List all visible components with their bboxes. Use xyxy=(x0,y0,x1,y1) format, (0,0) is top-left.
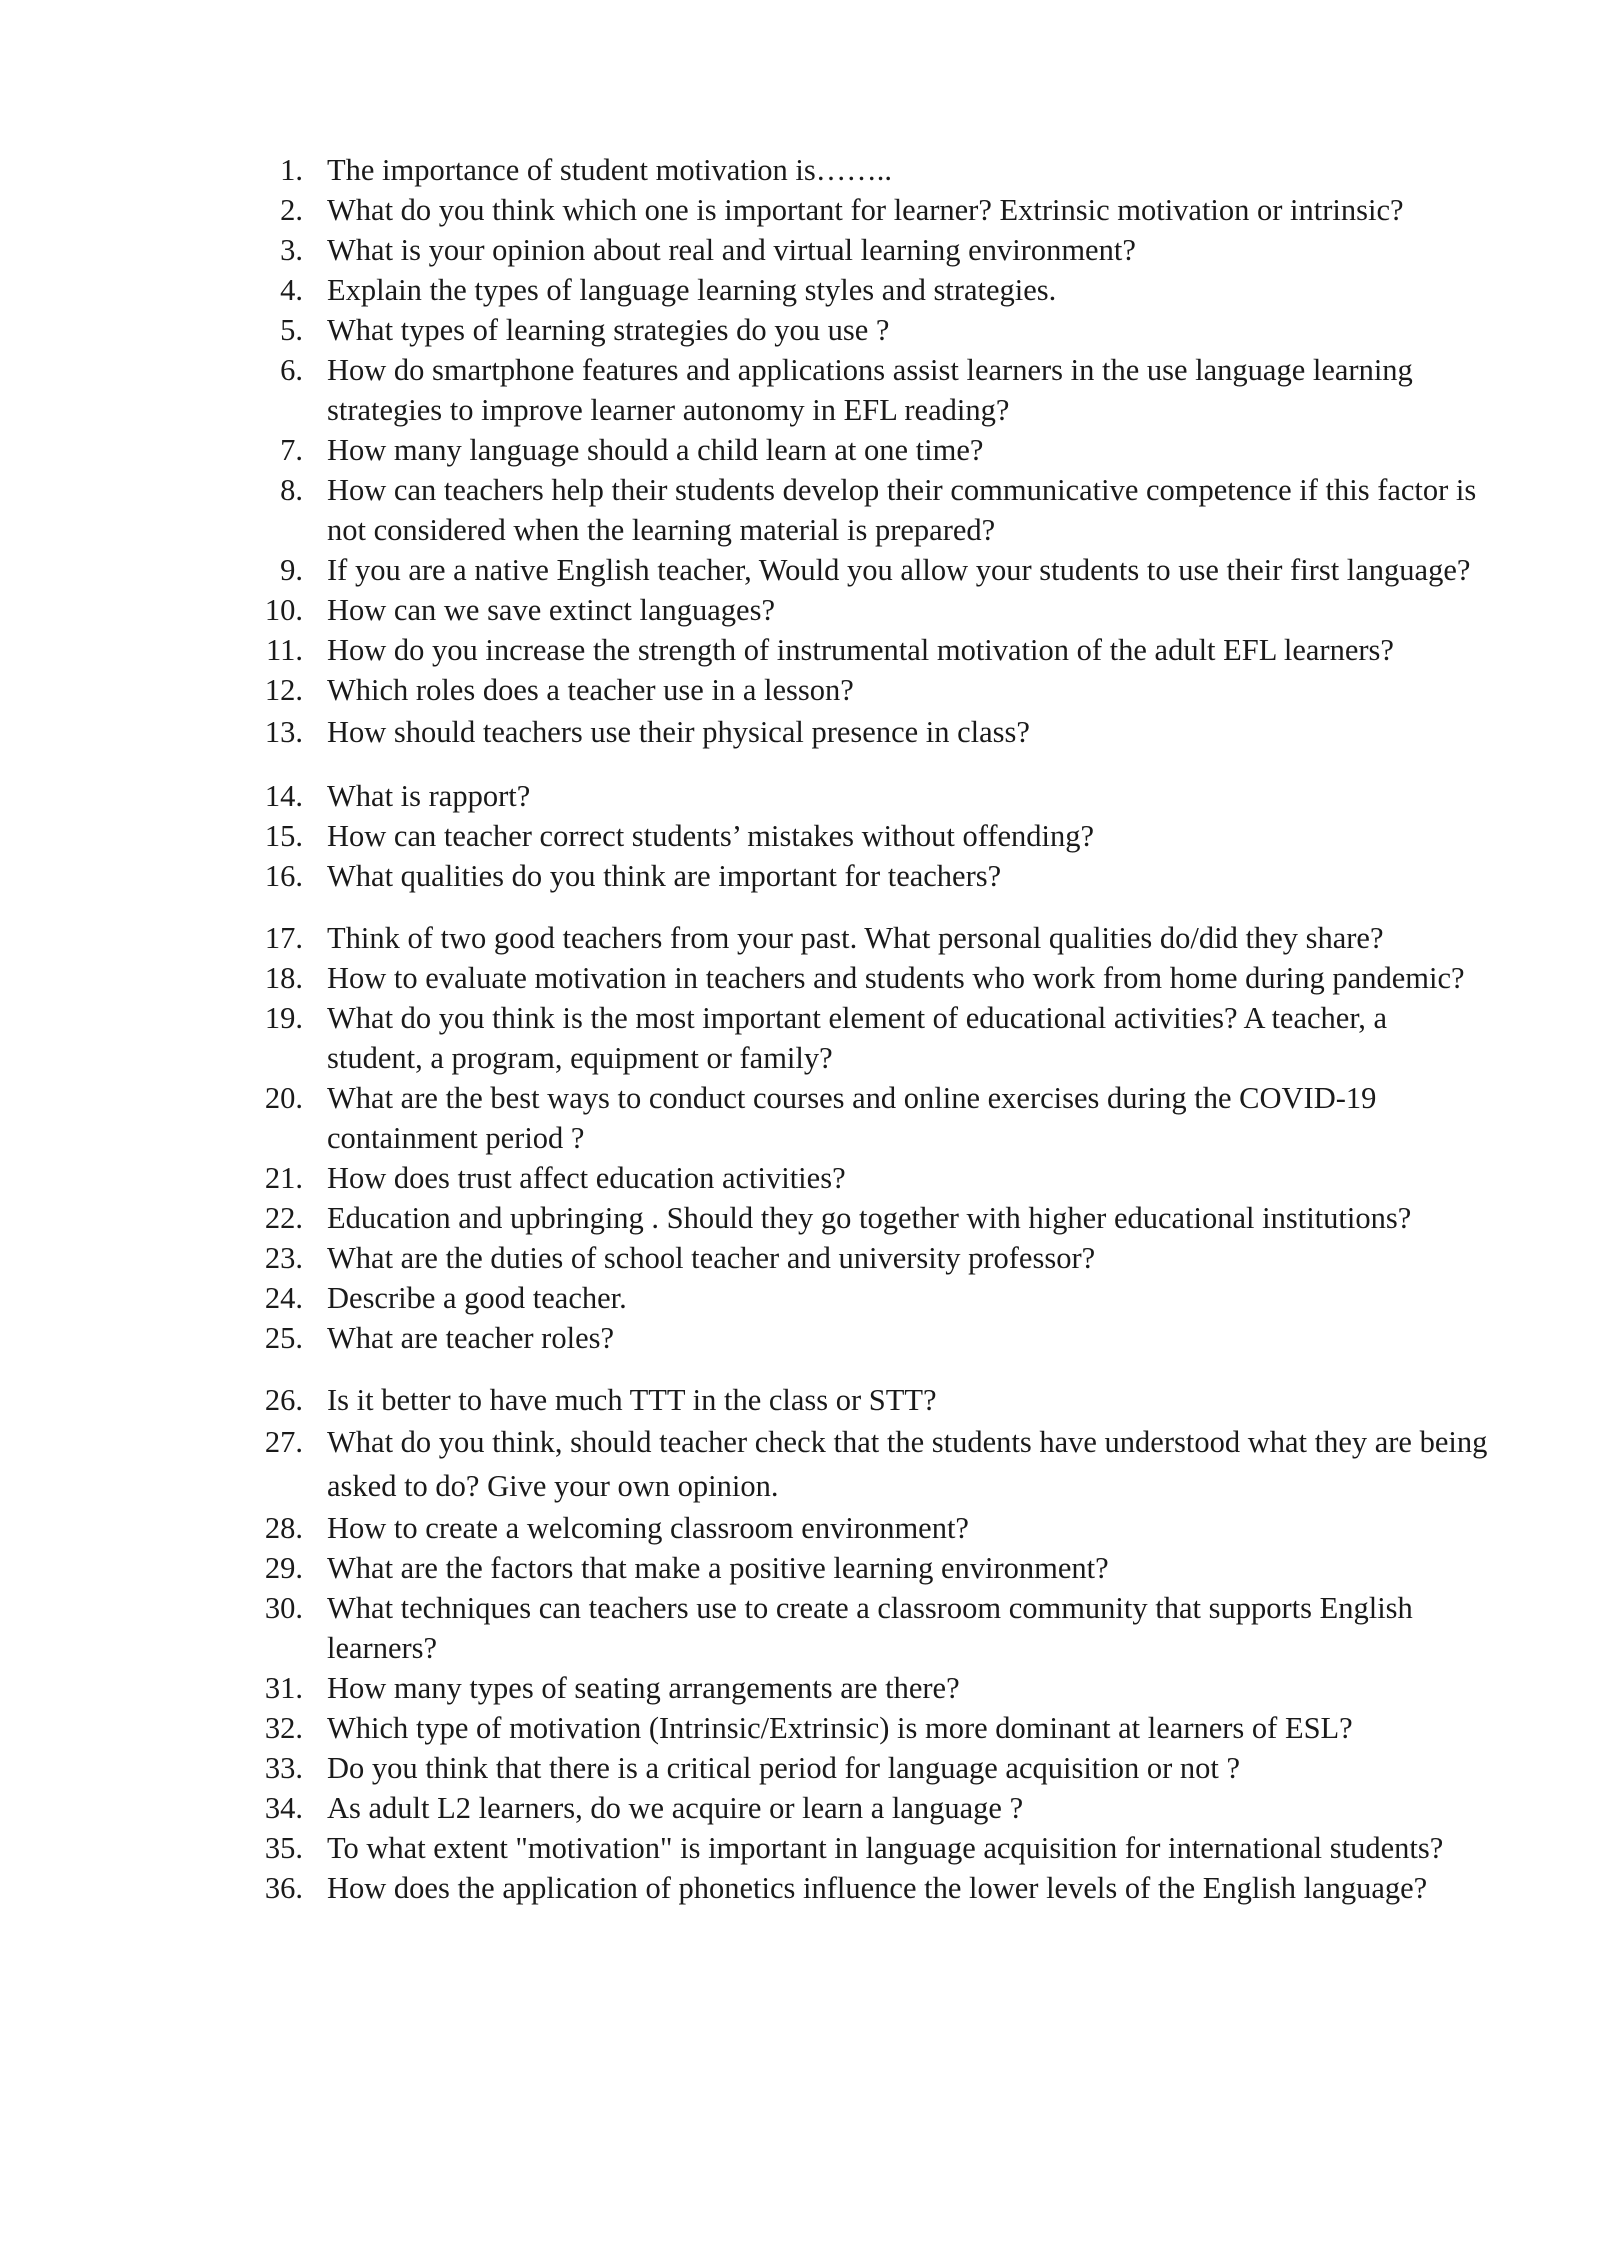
list-item xyxy=(0,1380,1600,1420)
list-item xyxy=(0,998,1600,1078)
item-number: 35. xyxy=(264,1831,303,1865)
list-item xyxy=(0,1788,1600,1828)
item-number: 13. xyxy=(264,715,303,749)
list-item xyxy=(0,1828,1600,1868)
item-text: What do you think, should teacher check that the students have understood what they are being asked to do? Give your own opinion. xyxy=(327,1425,1488,1503)
list-item xyxy=(0,1548,1600,1588)
list-item xyxy=(0,1588,1600,1668)
item-number: 14. xyxy=(264,779,303,813)
list-item xyxy=(0,856,1600,896)
list-item xyxy=(0,1278,1600,1318)
item-number: 16. xyxy=(264,859,303,893)
item-text: What techniques can teachers use to create a classroom community that supports English learners? xyxy=(327,1591,1413,1665)
item-number: 11. xyxy=(266,633,303,667)
item-text: Which roles does a teacher use in a lesson? xyxy=(327,673,854,707)
item-text: Which type of motivation (Intrinsic/Extrinsic) is more dominant at learners of ESL? xyxy=(327,1711,1353,1745)
item-text: What are teacher roles? xyxy=(327,1321,615,1355)
list-item xyxy=(0,550,1600,590)
item-number: 33. xyxy=(264,1751,303,1785)
item-text: How does trust affect education activities? xyxy=(327,1161,846,1195)
list-item xyxy=(0,1868,1600,1908)
item-text: Explain the types of language learning styles and strategies. xyxy=(327,273,1057,307)
item-number: 18. xyxy=(264,961,303,995)
list-item xyxy=(0,350,1600,430)
item-text: If you are a native English teacher, Would you allow your students to use their first language? xyxy=(327,553,1471,587)
item-text: What is your opinion about real and virtual learning environment? xyxy=(327,233,1136,267)
list-item xyxy=(0,310,1600,350)
item-number: 32. xyxy=(264,1711,303,1745)
item-text: How can teachers help their students develop their communicative competence if this factor is not considered when the learning material is prepared? xyxy=(327,473,1477,547)
item-number: 17. xyxy=(264,921,303,955)
list-item xyxy=(0,1238,1600,1278)
list-item xyxy=(0,1078,1600,1158)
list-item xyxy=(0,1668,1600,1708)
item-number: 9. xyxy=(280,553,303,587)
item-text: How does the application of phonetics influence the lower levels of the English language? xyxy=(327,1871,1428,1905)
list-item xyxy=(0,590,1600,630)
list-item xyxy=(0,1420,1600,1508)
item-text: What is rapport? xyxy=(327,779,531,813)
item-number: 23. xyxy=(264,1241,303,1275)
item-number: 1. xyxy=(280,153,303,187)
item-text: What qualities do you think are important for teachers? xyxy=(327,859,1002,893)
list-item xyxy=(0,776,1600,816)
item-text: The importance of student motivation is…….. xyxy=(327,153,892,187)
item-text: How many language should a child learn at one time? xyxy=(327,433,984,467)
item-number: 26. xyxy=(264,1383,303,1417)
item-number: 5. xyxy=(280,313,303,347)
item-text: How to create a welcoming classroom environment? xyxy=(327,1511,969,1545)
item-text: What are the best ways to conduct courses and online exercises during the COVID-19 containment period ? xyxy=(327,1081,1377,1155)
list-item xyxy=(0,1708,1600,1748)
item-text: What do you think which one is important for learner? Extrinsic motivation or intrinsic? xyxy=(327,193,1404,227)
item-number: 22. xyxy=(264,1201,303,1235)
item-text: As adult L2 learners, do we acquire or learn a language ? xyxy=(327,1791,1024,1825)
list-item xyxy=(0,230,1600,270)
item-text: Education and upbringing . Should they go together with higher educational institutions? xyxy=(327,1201,1412,1235)
item-number: 21. xyxy=(264,1161,303,1195)
item-number: 4. xyxy=(280,273,303,307)
item-text: How can we save extinct languages? xyxy=(327,593,775,627)
list-item xyxy=(0,190,1600,230)
item-number: 29. xyxy=(264,1551,303,1585)
item-number: 31. xyxy=(264,1671,303,1705)
item-text: How can teacher correct students’ mistakes without offending? xyxy=(327,819,1095,853)
item-text: How to evaluate motivation in teachers and students who work from home during pandemic? xyxy=(327,961,1465,995)
item-number: 8. xyxy=(280,473,303,507)
item-number: 19. xyxy=(264,1001,303,1035)
list-item xyxy=(0,816,1600,856)
item-number: 10. xyxy=(264,593,303,627)
item-number: 30. xyxy=(264,1591,303,1625)
item-text: What do you think is the most important element of educational activities? A teacher, a student, a program, equipment or family? xyxy=(327,1001,1388,1075)
item-number: 7. xyxy=(280,433,303,467)
list-item xyxy=(0,670,1600,710)
item-number: 6. xyxy=(280,353,303,387)
item-number: 20. xyxy=(264,1081,303,1115)
list-item xyxy=(0,1748,1600,1788)
list-item xyxy=(0,1198,1600,1238)
item-number: 34. xyxy=(264,1791,303,1825)
item-text: Describe a good teacher. xyxy=(327,1281,627,1315)
item-text: What are the duties of school teacher and university professor? xyxy=(327,1241,1096,1275)
item-number: 15. xyxy=(264,819,303,853)
item-text: How should teachers use their physical presence in class? xyxy=(327,715,1030,749)
list-item xyxy=(0,630,1600,670)
list-item xyxy=(0,1318,1600,1358)
item-number: 3. xyxy=(280,233,303,267)
list-item xyxy=(0,270,1600,310)
item-text: How do you increase the strength of instrumental motivation of the adult EFL learners? xyxy=(327,633,1394,667)
item-text: What are the factors that make a positive learning environment? xyxy=(327,1551,1109,1585)
item-number: 25. xyxy=(264,1321,303,1355)
list-item xyxy=(0,150,1600,190)
item-number: 28. xyxy=(264,1511,303,1545)
item-number: 24. xyxy=(264,1281,303,1315)
item-text: To what extent "motivation" is important in language acquisition for international students? xyxy=(327,1831,1444,1865)
list-item xyxy=(0,470,1600,550)
question-list xyxy=(0,150,1600,1908)
item-text: Is it better to have much TTT in the class or STT? xyxy=(327,1383,937,1417)
list-item xyxy=(0,710,1600,754)
list-item xyxy=(0,958,1600,998)
item-number: 2. xyxy=(280,193,303,227)
item-text: How many types of seating arrangements are there? xyxy=(327,1671,960,1705)
list-item xyxy=(0,918,1600,958)
item-text: How do smartphone features and applications assist learners in the use language learning strategies to improve learner autonomy in EFL reading? xyxy=(327,353,1413,427)
item-text: What types of learning strategies do you use ? xyxy=(327,313,890,347)
item-text: Think of two good teachers from your past. What personal qualities do/did they share? xyxy=(327,921,1384,955)
item-number: 36. xyxy=(264,1871,303,1905)
list-item xyxy=(0,430,1600,470)
list-item xyxy=(0,1508,1600,1548)
item-number: 12. xyxy=(264,673,303,707)
item-number: 27. xyxy=(264,1425,303,1459)
list-item xyxy=(0,1158,1600,1198)
item-text: Do you think that there is a critical period for language acquisition or not ? xyxy=(327,1751,1241,1785)
